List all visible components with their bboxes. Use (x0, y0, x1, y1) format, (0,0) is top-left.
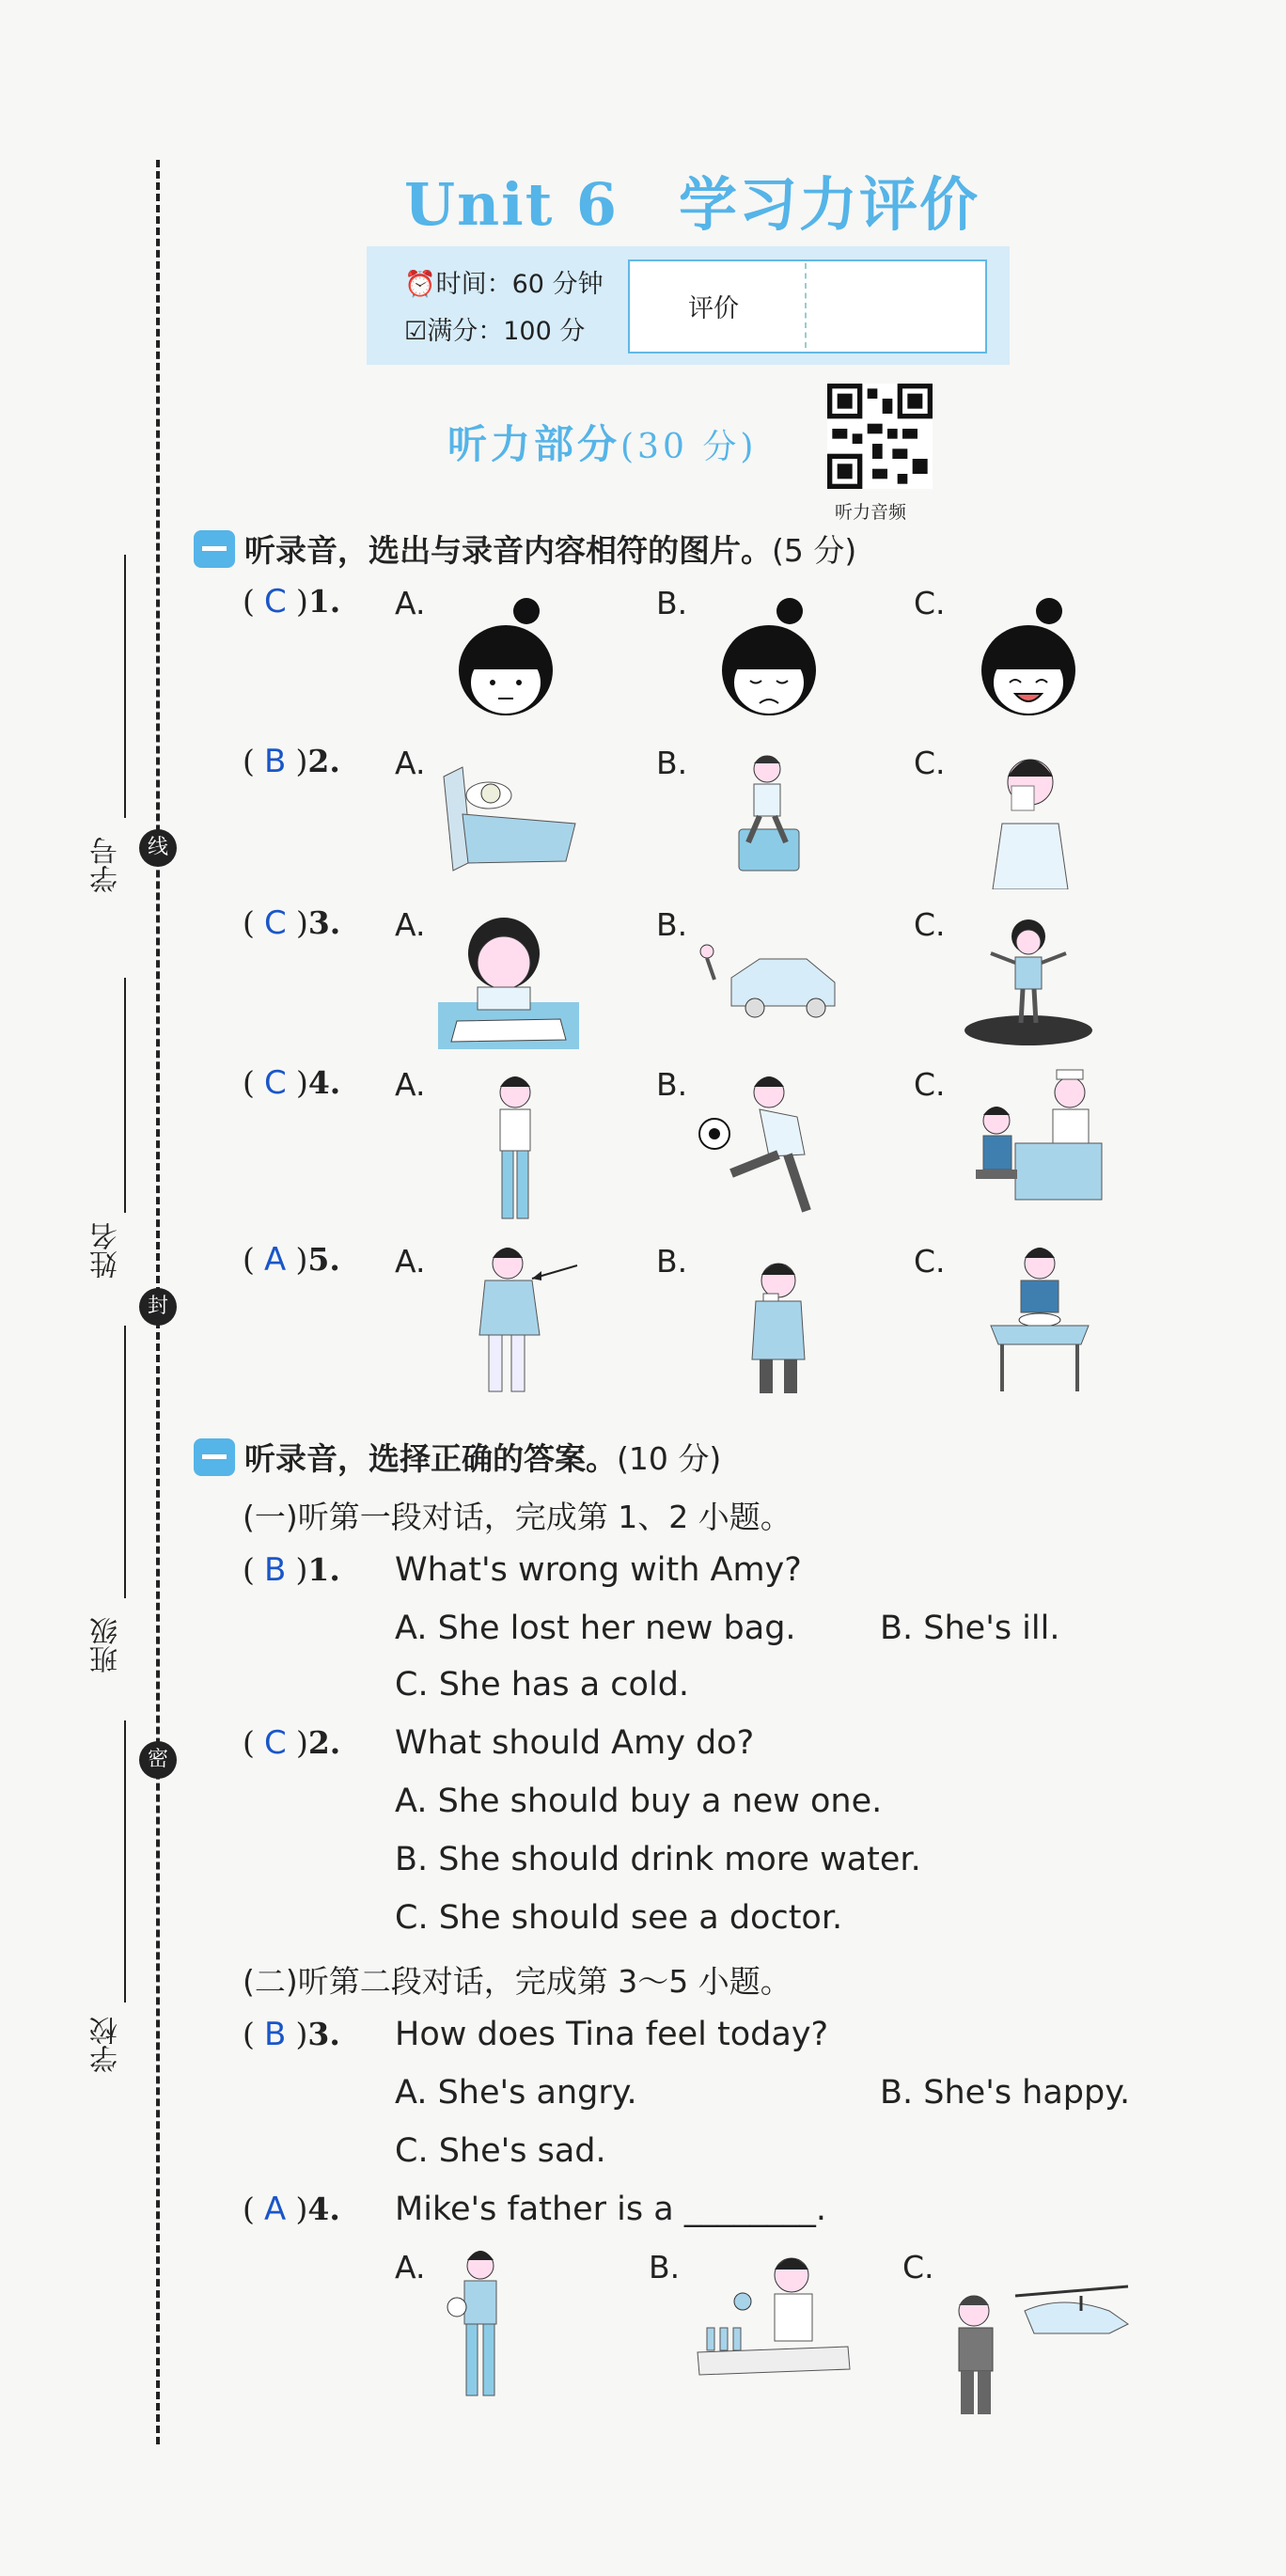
s1-q5-number: 5. (307, 1241, 340, 1278)
evaluation-box[interactable] (628, 259, 987, 353)
s1-q5-option-a[interactable]: A. (395, 1243, 426, 1280)
s2-q3-option-a[interactable]: A. She's angry. (395, 2074, 637, 2112)
class-label: 班级 (90, 1617, 123, 1673)
qr-caption: 听力音频 (835, 502, 907, 523)
clock-icon: ⏰ (404, 270, 436, 299)
s2-q1-answer-slot[interactable]: ( B )1. (243, 1551, 340, 1589)
section2-part2-instruction: (二)听第二段对话，完成第 3～5 小题。 (243, 1963, 792, 2000)
s2-q3-option-b[interactable]: B. She's happy. (880, 2074, 1131, 2112)
s2-q4-answer-slot[interactable]: ( A )4. (243, 2191, 340, 2228)
time-text: 时间：60 分钟 (435, 270, 604, 299)
s1-q1-option-a[interactable]: A. (395, 585, 426, 621)
s1-q1-option-c[interactable]: C. (914, 585, 946, 621)
s1-q1-answer: C (264, 583, 287, 620)
s1-q1-option-b[interactable]: B. (656, 585, 688, 621)
pilot-and-helicopter-icon (940, 2268, 1147, 2418)
s2-q3-answer-slot[interactable]: ( B )3. (243, 2016, 340, 2053)
s1-q4-option-b[interactable]: B. (656, 1066, 688, 1103)
section1-title: 听录音，选出与录音内容相符的图片。 (244, 532, 772, 569)
name-label: 姓名 (90, 1222, 123, 1279)
s2-q4-option-a[interactable]: A. (395, 2249, 426, 2285)
section1-heading (244, 526, 856, 571)
s2-q4-text: Mike's father is a ________. (395, 2191, 826, 2228)
score-text: 满分：100 分 (427, 317, 586, 346)
s1-q1-number: 1. (307, 583, 341, 620)
s1-q4-option-a[interactable]: A. (395, 1066, 426, 1103)
s1-q4-answer: C (264, 1064, 287, 1102)
s2-q1-text: What's wrong with Amy? (395, 1551, 802, 1589)
section2-icon (194, 1438, 235, 1476)
car-accident-icon (694, 931, 844, 1025)
s2-q4-number: 4. (307, 2191, 340, 2227)
section2-heading (244, 1435, 721, 1479)
s2-q3-number: 3. (307, 2016, 340, 2052)
s1-q3-option-a[interactable]: A. (395, 906, 426, 943)
girl-happy-face-icon (972, 590, 1085, 722)
s2-q3-option-c[interactable]: C. She's sad. (395, 2132, 606, 2170)
listening-points: (30 分) (620, 428, 758, 466)
s2-q1-option-b[interactable]: B. She's ill. (880, 1610, 1060, 1647)
section1-points: (5 分) (772, 532, 857, 569)
section1-icon (194, 530, 235, 568)
name-blank[interactable] (124, 978, 126, 1213)
boy-brushing-teeth-icon (735, 1256, 820, 1397)
student-number-label: 学号 (90, 837, 123, 893)
boy-standing-icon (478, 1070, 553, 1230)
s1-q2-option-c[interactable]: C. (914, 745, 946, 781)
s2-q3-text: How does Tina feel today? (395, 2016, 829, 2053)
s1-q3-number: 3. (307, 904, 341, 941)
page-title: Unit 6 学习力评价 (404, 170, 980, 239)
section2-title: 听录音，选择正确的答案。 (244, 1440, 617, 1477)
s2-q2-option-a[interactable]: A. She should buy a new one. (395, 1783, 883, 1820)
qr-code-icon[interactable] (827, 384, 933, 489)
score-line (404, 310, 585, 347)
s1-q3-option-b[interactable]: B. (656, 906, 688, 943)
doctor-and-boy-icon (959, 1064, 1109, 1224)
s1-q4-option-c[interactable]: C. (914, 1066, 946, 1103)
listening-heading (447, 414, 757, 470)
student-number-blank[interactable] (124, 555, 126, 818)
s1-q5-option-b[interactable]: B. (656, 1243, 688, 1280)
s1-q2-option-a[interactable]: A. (395, 745, 426, 781)
s2-q2-option-b[interactable]: B. She should drink more water. (395, 1841, 921, 1878)
seal-secret: 密 (139, 1741, 177, 1779)
s2-q2-text: What should Amy do? (395, 1724, 755, 1762)
girl-sad-face-icon (713, 590, 825, 722)
school-label: 学校 (90, 2017, 123, 2073)
seal-seal: 封 (139, 1288, 177, 1326)
check-icon: ☑ (404, 317, 428, 346)
football-player-icon (438, 2247, 523, 2407)
s1-q5-option-c[interactable]: C. (914, 1243, 946, 1280)
girl-in-puddle-icon (963, 908, 1094, 1049)
boy-playing-football-icon (694, 1070, 835, 1230)
s1-q3-answer-slot[interactable]: ( C )3. (243, 904, 341, 942)
evaluation-divider (805, 263, 807, 348)
s2-q4-option-c[interactable]: C. (902, 2249, 934, 2285)
s1-q2-number: 2. (307, 743, 340, 779)
s1-q1-answer-slot[interactable]: ( C )1. (243, 583, 341, 620)
s2-q1-option-a[interactable]: A. She lost her new bag. (395, 1610, 796, 1647)
listening-title: 听力部分 (447, 421, 621, 467)
s2-q4-option-b[interactable]: B. (649, 2249, 681, 2285)
school-blank[interactable] (124, 1720, 126, 2003)
section2-points: (10 分) (617, 1440, 722, 1477)
s1-q2-answer: B (264, 743, 287, 780)
s2-q1-option-c[interactable]: C. She has a cold. (395, 1666, 690, 1704)
evaluation-label: 评价 (688, 294, 739, 323)
s1-q2-option-b[interactable]: B. (656, 745, 688, 781)
s2-q2-option-c[interactable]: C. She should see a doctor. (395, 1899, 843, 1937)
girl-serious-face-icon (449, 590, 562, 722)
child-in-bed-icon (434, 758, 585, 880)
s2-q3-answer: B (264, 2016, 287, 2053)
s2-q1-number: 1. (307, 1551, 340, 1588)
s2-q1-answer: B (264, 1551, 287, 1589)
section2-part1-instruction: (一)听第一段对话，完成第 1、2 小题。 (243, 1499, 792, 1535)
boy-putting-on-jacket-icon (466, 1241, 588, 1403)
s2-q2-number: 2. (307, 1724, 341, 1761)
seal-line: 线 (139, 829, 177, 867)
girl-at-desk-icon (438, 908, 579, 1049)
s1-q3-answer: C (264, 904, 287, 942)
s1-q3-option-c[interactable]: C. (914, 906, 946, 943)
time-line (404, 263, 604, 300)
s2-q2-answer-slot[interactable]: ( C )2. (243, 1724, 341, 1762)
boy-sitting-icon (720, 748, 814, 889)
s1-q4-answer-slot[interactable]: ( C )4. (243, 1064, 341, 1102)
man-sneezing-icon (974, 748, 1087, 889)
s2-q4-answer: A (264, 2191, 287, 2228)
s1-q5-answer: A (264, 1241, 287, 1279)
boy-eating-at-table-icon (983, 1241, 1096, 1401)
s1-q4-number: 4. (307, 1064, 341, 1101)
s1-q5-answer-slot[interactable]: ( A )5. (243, 1241, 340, 1279)
s1-q2-answer-slot[interactable]: ( B )2. (243, 743, 340, 780)
scientist-icon (688, 2249, 857, 2390)
class-blank[interactable] (124, 1326, 126, 1598)
s2-q2-answer: C (264, 1724, 287, 1762)
